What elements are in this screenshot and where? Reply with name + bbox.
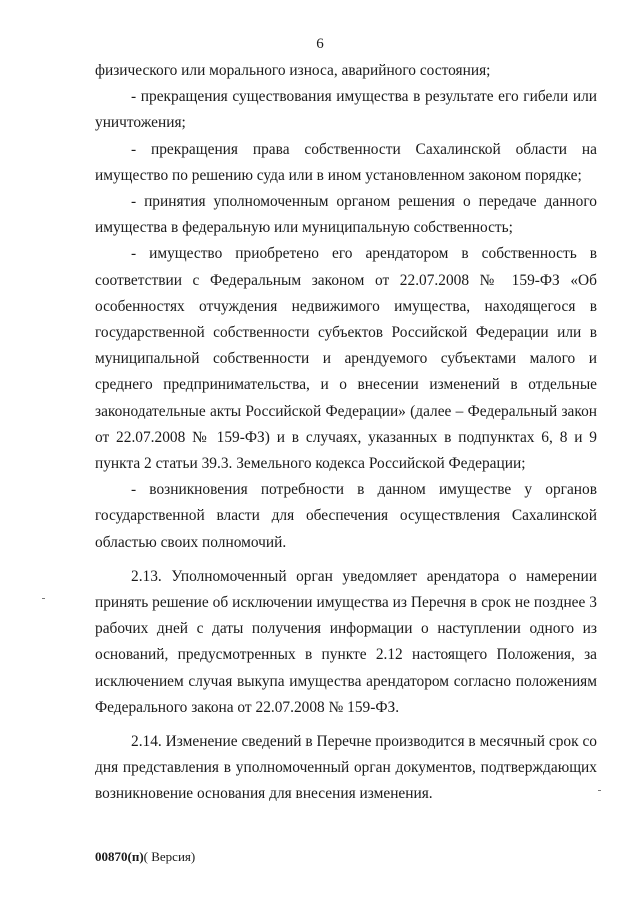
paragraph: - возникновения потребности в данном имуществе у органов государственной власти для обеспечения осуществления Сахалинской областью своих полномочий. [95, 481, 597, 551]
paragraph: - имущество приобретено его арендатором в собственность в соответствии с Федеральным законом от 22.07.2008 № 159-ФЗ «Об особенностях отчуждения недвижимого имущества, находящегося в государственной собственности субъектов Российской Федерации или в муниципальной собственности и арендуемого субъектами малого и среднего предпринимательства, и о внесении изменений в отдельные законодательные акты Российской Федерации» (далее – Федеральный закон от 22.07.2008 № 159-ФЗ) и в случаях, указанных в подпунктах 6, 8 и 9 пункта 2 статьи 39.3. Земельного кодекса Российской Федерации; [95, 245, 597, 473]
paragraph: - прекращения права собственности Сахалинской области на имущество по решению суда или в ином установленном законом порядке; [95, 140, 597, 184]
document-body [95, 58, 597, 808]
paragraph: - принятия уполномоченным органом решения о передаче данного имущества в федеральную или муниципальную собственность; [95, 193, 597, 237]
document-code: 00870(п) [95, 849, 144, 864]
scan-artifact [42, 598, 45, 599]
scan-artifact [598, 790, 601, 791]
page-number: 6 [316, 36, 324, 52]
document-footer [95, 849, 195, 865]
document-version: ( Версия) [143, 849, 196, 864]
paragraph: физического или морального износа, аварийного состояния; [95, 62, 491, 79]
paragraph: - прекращения существования имущества в результате его гибели или уничтожения; [95, 88, 597, 132]
paragraph: 2.14. Изменение сведений в Перечне производится в месячный срок со дня представления в уполномоченный орган документов, подтверждающих возникновение основания для внесения изменения. [95, 733, 597, 803]
paragraph: 2.13. Уполномоченный орган уведомляет арендатора о намерении принять решение об исключении имущества из Перечня в срок не позднее 3 рабочих дней с даты получения информации о наступлении одного из оснований, предусмотренных в пункте 2.12 настоящего Положения, за исключением случая выкупа имущества арендатором согласно положениям Федерального закона от 22.07.2008 № 159-ФЗ. [95, 567, 597, 716]
